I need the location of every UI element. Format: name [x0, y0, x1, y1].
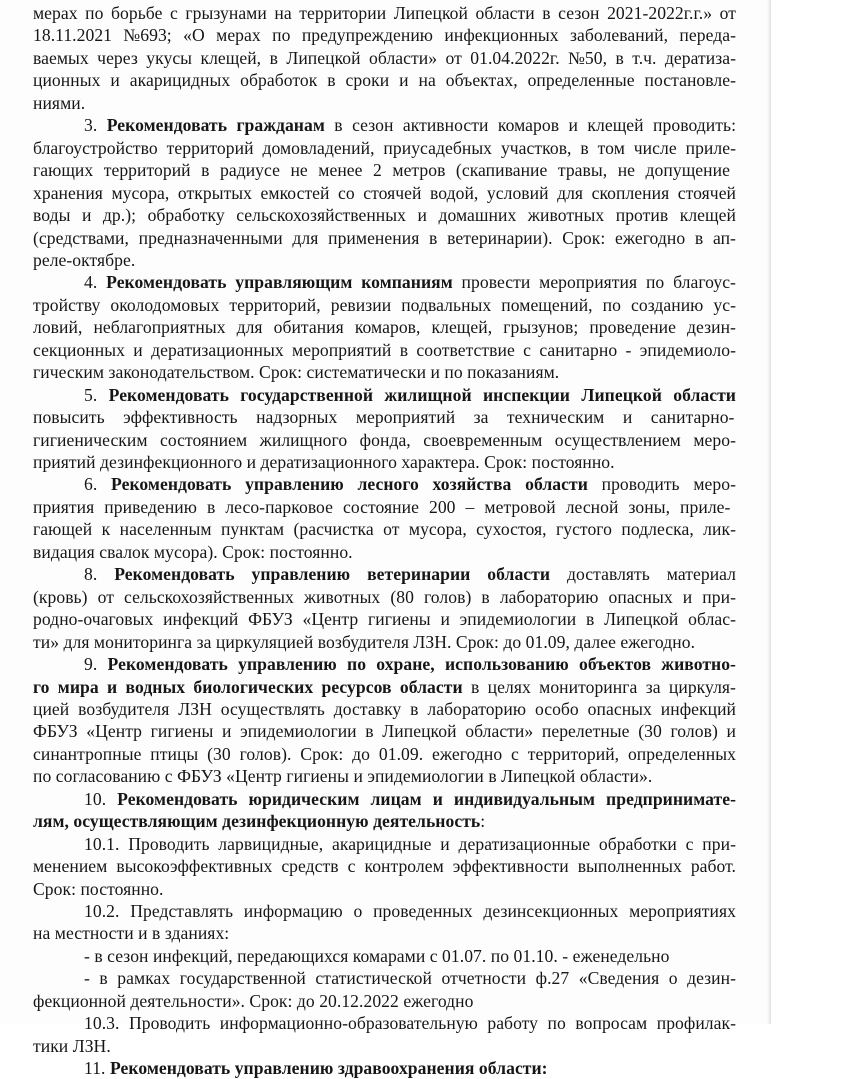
text-line-content	[84, 1012, 736, 1034]
text-line-content	[33, 159, 730, 181]
text-run: воды и др.); обработку сельскохозяйственных и домашних животных против клещей	[33, 205, 736, 226]
bold-text-run: Рекомендовать юридическим лицам и индивидуальным предпринимате-	[117, 788, 737, 809]
text-line	[0, 631, 804, 653]
text-run: 9.	[84, 654, 108, 675]
text-line	[0, 361, 804, 383]
text-line	[0, 967, 855, 989]
text-run: менением высокоэффективных средств с контролем эффективности выполненных работ.	[33, 856, 737, 877]
text-line-content	[33, 496, 730, 518]
text-run: повысить эффективность надзорных мероприятий за техническим и санитарно-	[33, 407, 735, 428]
text-run: ваемых через укусы клещей, в Липецкой области» от 01.04.2022г. №50, в т.ч. дератиза-	[33, 47, 736, 68]
text-run: гающей к населенным пунктам (расчистка от мусора, сухостоя, густого подлеска, лик-	[33, 519, 736, 540]
text-line	[0, 473, 855, 495]
text-run: видация свалок мусора). Срок: постоянно.	[33, 541, 353, 562]
text-line-content	[84, 900, 736, 922]
text-run: 3.	[84, 115, 107, 136]
text-line	[0, 406, 804, 428]
text-run: Срок: постоянно.	[33, 878, 164, 899]
text-line	[0, 518, 804, 540]
text-line-content	[84, 114, 736, 136]
text-line	[0, 698, 804, 720]
text-run: реле-октябре.	[33, 249, 136, 270]
text-run: цией возбудителя ЛЗН осуществлять доставку в лабораторию особо опасных инфекций	[33, 698, 737, 719]
text-line	[0, 765, 804, 787]
text-line	[0, 114, 855, 136]
text-line-content	[33, 24, 736, 46]
bold-text-run: Рекомендовать управляющим компаниям	[106, 272, 453, 293]
text-run: хранения мусора, открытых емкостей со стоячей водой, условий для скопления стоячей	[33, 182, 737, 203]
text-line-content	[84, 271, 736, 293]
text-line-content	[33, 316, 736, 338]
text-line	[0, 788, 855, 810]
text-line-content	[33, 47, 736, 69]
text-line	[0, 743, 804, 765]
text-line-content	[33, 249, 135, 271]
text-run: приятия приведению в лесо-парковое состояние 200 – метровой лесной зоны, приле-	[33, 496, 731, 517]
text-run: тики ЛЗН.	[33, 1035, 111, 1056]
text-run: гающих территорий в радиусе не менее 2 метров (скапивание травы, не допущение	[33, 160, 730, 181]
text-line-content	[84, 833, 736, 855]
text-line-content	[33, 631, 695, 653]
text-run: в целях мониторинга за циркуля-	[462, 676, 736, 697]
text-line-content	[33, 69, 736, 91]
text-line	[0, 653, 855, 675]
text-line-content	[33, 698, 736, 720]
text-run: ти» для мониторинга за циркуляцией возбудителя ЛЗН. Срок: до 01.09, далее ежегодно.	[33, 631, 696, 652]
text-line	[0, 810, 804, 832]
text-line	[0, 47, 804, 69]
bold-text-run: Рекомендовать управлению лесного хозяйства области	[111, 474, 588, 495]
text-run: мерах по борьбе с грызунами на территории Липецкой области в сезон 2021-2022г.г.» от	[33, 3, 736, 23]
text-line	[0, 1012, 855, 1034]
text-line	[0, 945, 855, 967]
text-line	[0, 182, 804, 204]
text-line	[0, 249, 804, 271]
text-line	[0, 922, 804, 944]
text-line-content	[33, 137, 736, 159]
text-line	[0, 294, 804, 316]
text-line	[0, 1057, 855, 1079]
text-line-content	[33, 451, 615, 473]
text-run: ФБУЗ «Центр гигиены и эпидемиологии в Липецкой области» перелетные (30 голов) и	[33, 721, 736, 742]
text-line	[0, 159, 804, 181]
text-line-content	[33, 990, 474, 1012]
text-run: ловий, неблагоприятных для обитания комаров, клещей, грызунов; проведение дезин-	[33, 317, 736, 338]
text-run: провести мероприятия по благоус-	[452, 272, 736, 293]
text-line	[0, 563, 855, 585]
text-run: 10.2. Представлять информацию о проведенных дезинсекционных мероприятиях	[84, 901, 736, 921]
text-line	[0, 496, 804, 518]
text-line	[0, 676, 804, 698]
text-line	[0, 586, 804, 608]
text-line	[0, 24, 804, 46]
text-run: 5.	[84, 384, 109, 405]
text-run: 10.1. Проводить ларвицидные, акарицидные и дератизационные обработки с при-	[84, 833, 736, 854]
text-run: синантропные птицы (30 голов). Срок: до 01.09. ежегодно с территорий, определенных	[33, 743, 736, 764]
text-line	[0, 720, 804, 742]
text-line-content	[33, 294, 736, 316]
text-run: - в сезон инфекций, передающихся комарами с 01.07. по 01.10. - еженедельно	[84, 945, 670, 966]
text-line	[0, 384, 855, 406]
text-run: по согласованию с ФБУЗ «Центр гигиены и эпидемиологии в Липецкой области».	[33, 766, 653, 787]
text-run: гигиеническим состоянием жилищного фонда, своевременным осуществлением меро-	[33, 429, 736, 450]
text-run: 4.	[84, 272, 107, 293]
text-line-content	[33, 204, 736, 226]
text-line	[0, 1035, 804, 1057]
text-line	[0, 541, 804, 563]
text-line	[0, 2, 804, 24]
text-line	[0, 429, 804, 451]
bold-text-run: го мира и водных биологических ресурсов области	[33, 676, 463, 697]
bold-text-run: Рекомендовать гражданам	[106, 115, 325, 136]
text-line-content	[33, 429, 736, 451]
text-line	[0, 137, 804, 159]
text-run: гическим законодательством. Срок: систематически и по показаниям.	[33, 362, 560, 383]
text-run: проводить меро-	[587, 474, 737, 495]
text-run: ционных и акарицидных обработок в сроки и на объектах, определенные постановле-	[33, 70, 736, 91]
text-line-content	[33, 586, 736, 608]
text-line-content	[33, 810, 485, 832]
text-run: 18.11.2021 №693; «О мерах по предупреждению инфекционных заболеваний, переда-	[33, 25, 737, 46]
text-run: (кровь) от сельскохозяйственных животных (80 голов) в лабораторию опасных и при-	[33, 586, 736, 607]
text-line-content	[33, 339, 736, 361]
text-line-content	[33, 608, 736, 630]
text-run: секционных и дератизационных мероприятий в соответствие с санитарно - эпидемиоло-	[33, 339, 736, 360]
text-line	[0, 990, 804, 1012]
text-line-content	[33, 743, 736, 765]
text-run: 8.	[84, 564, 115, 585]
text-line-content	[84, 967, 736, 989]
text-line	[0, 451, 804, 473]
text-line-content	[84, 384, 736, 406]
text-line	[0, 339, 804, 361]
text-line-content	[84, 1057, 548, 1079]
text-run: 10.3. Проводить информационно-образовательную работу по вопросам профилак-	[84, 1013, 736, 1034]
text-run: :	[480, 811, 486, 832]
text-line-content	[33, 361, 559, 383]
text-line-content	[33, 518, 736, 540]
text-line	[0, 69, 804, 91]
text-run: 6.	[84, 474, 112, 495]
text-line-content	[84, 788, 736, 810]
bold-text-run: Рекомендовать управлению по охране, использованию объектов животно-	[107, 654, 736, 675]
text-line-content	[33, 1035, 111, 1057]
text-line	[0, 271, 855, 293]
text-run: 10.	[84, 788, 118, 809]
text-run: благоустройство территорий домовладений, приусадебных участков, в том числе приле-	[33, 137, 736, 158]
scan-edge-shadow	[767, 0, 771, 1024]
bold-text-run: Рекомендовать управлению ветеринарии области	[114, 564, 551, 585]
text-line	[0, 608, 804, 630]
text-run: 11.	[84, 1058, 110, 1079]
text-run: приятий дезинфекционного и дератизационного характера. Срок: постоянно.	[33, 452, 615, 472]
text-line-content	[33, 541, 353, 563]
text-line-content	[33, 406, 734, 428]
text-run: ниями.	[33, 92, 86, 113]
text-run: (средствами, предназначенными для применения в ветеринарии). Срок: ежегодно в ап-	[33, 227, 736, 248]
text-line	[0, 833, 855, 855]
text-line-content	[33, 92, 85, 114]
bold-text-run: Рекомендовать управлению здравоохранения области:	[109, 1058, 548, 1079]
text-run: тройству околодомовых территорий, ревизии подвальных помещений, по созданию ус-	[33, 294, 737, 315]
text-line-content	[33, 2, 736, 24]
text-line-content	[33, 720, 736, 742]
text-line	[0, 900, 855, 922]
text-line-content	[33, 855, 736, 877]
text-run: фекционной деятельности». Срок: до 20.12.2022 ежегодно	[33, 990, 474, 1011]
text-run: на местности и в зданиях:	[33, 923, 230, 944]
text-line	[0, 92, 804, 114]
text-line-content	[33, 878, 163, 900]
text-run: доставлять материал	[550, 564, 737, 585]
text-line	[0, 878, 804, 900]
text-line-content	[84, 945, 670, 967]
text-run: - в рамках государственной статистической отчетности ф.27 «Сведения о дезин-	[84, 968, 737, 989]
text-line-content	[84, 473, 736, 495]
text-line-content	[84, 653, 736, 675]
text-line-content	[33, 227, 736, 249]
text-line	[0, 204, 804, 226]
text-line-content	[84, 563, 736, 585]
text-line-content	[33, 676, 736, 698]
text-line-content	[33, 922, 229, 944]
text-run: родно-очаговых инфекций ФБУЗ «Центр гигиены и эпидемиологии в Липецкой облас-	[33, 609, 737, 630]
text-line	[0, 227, 804, 249]
text-line	[0, 855, 804, 877]
text-line-content	[33, 765, 652, 787]
bold-text-run: Рекомендовать государственной жилищной инспекции Липецкой области	[108, 384, 736, 405]
text-line-content	[33, 182, 736, 204]
text-line	[0, 316, 804, 338]
text-run: в сезон активности комаров и клещей проводить:	[324, 115, 737, 136]
bold-text-run: лям, осуществляющим дезинфекционную деятельность	[33, 811, 481, 832]
